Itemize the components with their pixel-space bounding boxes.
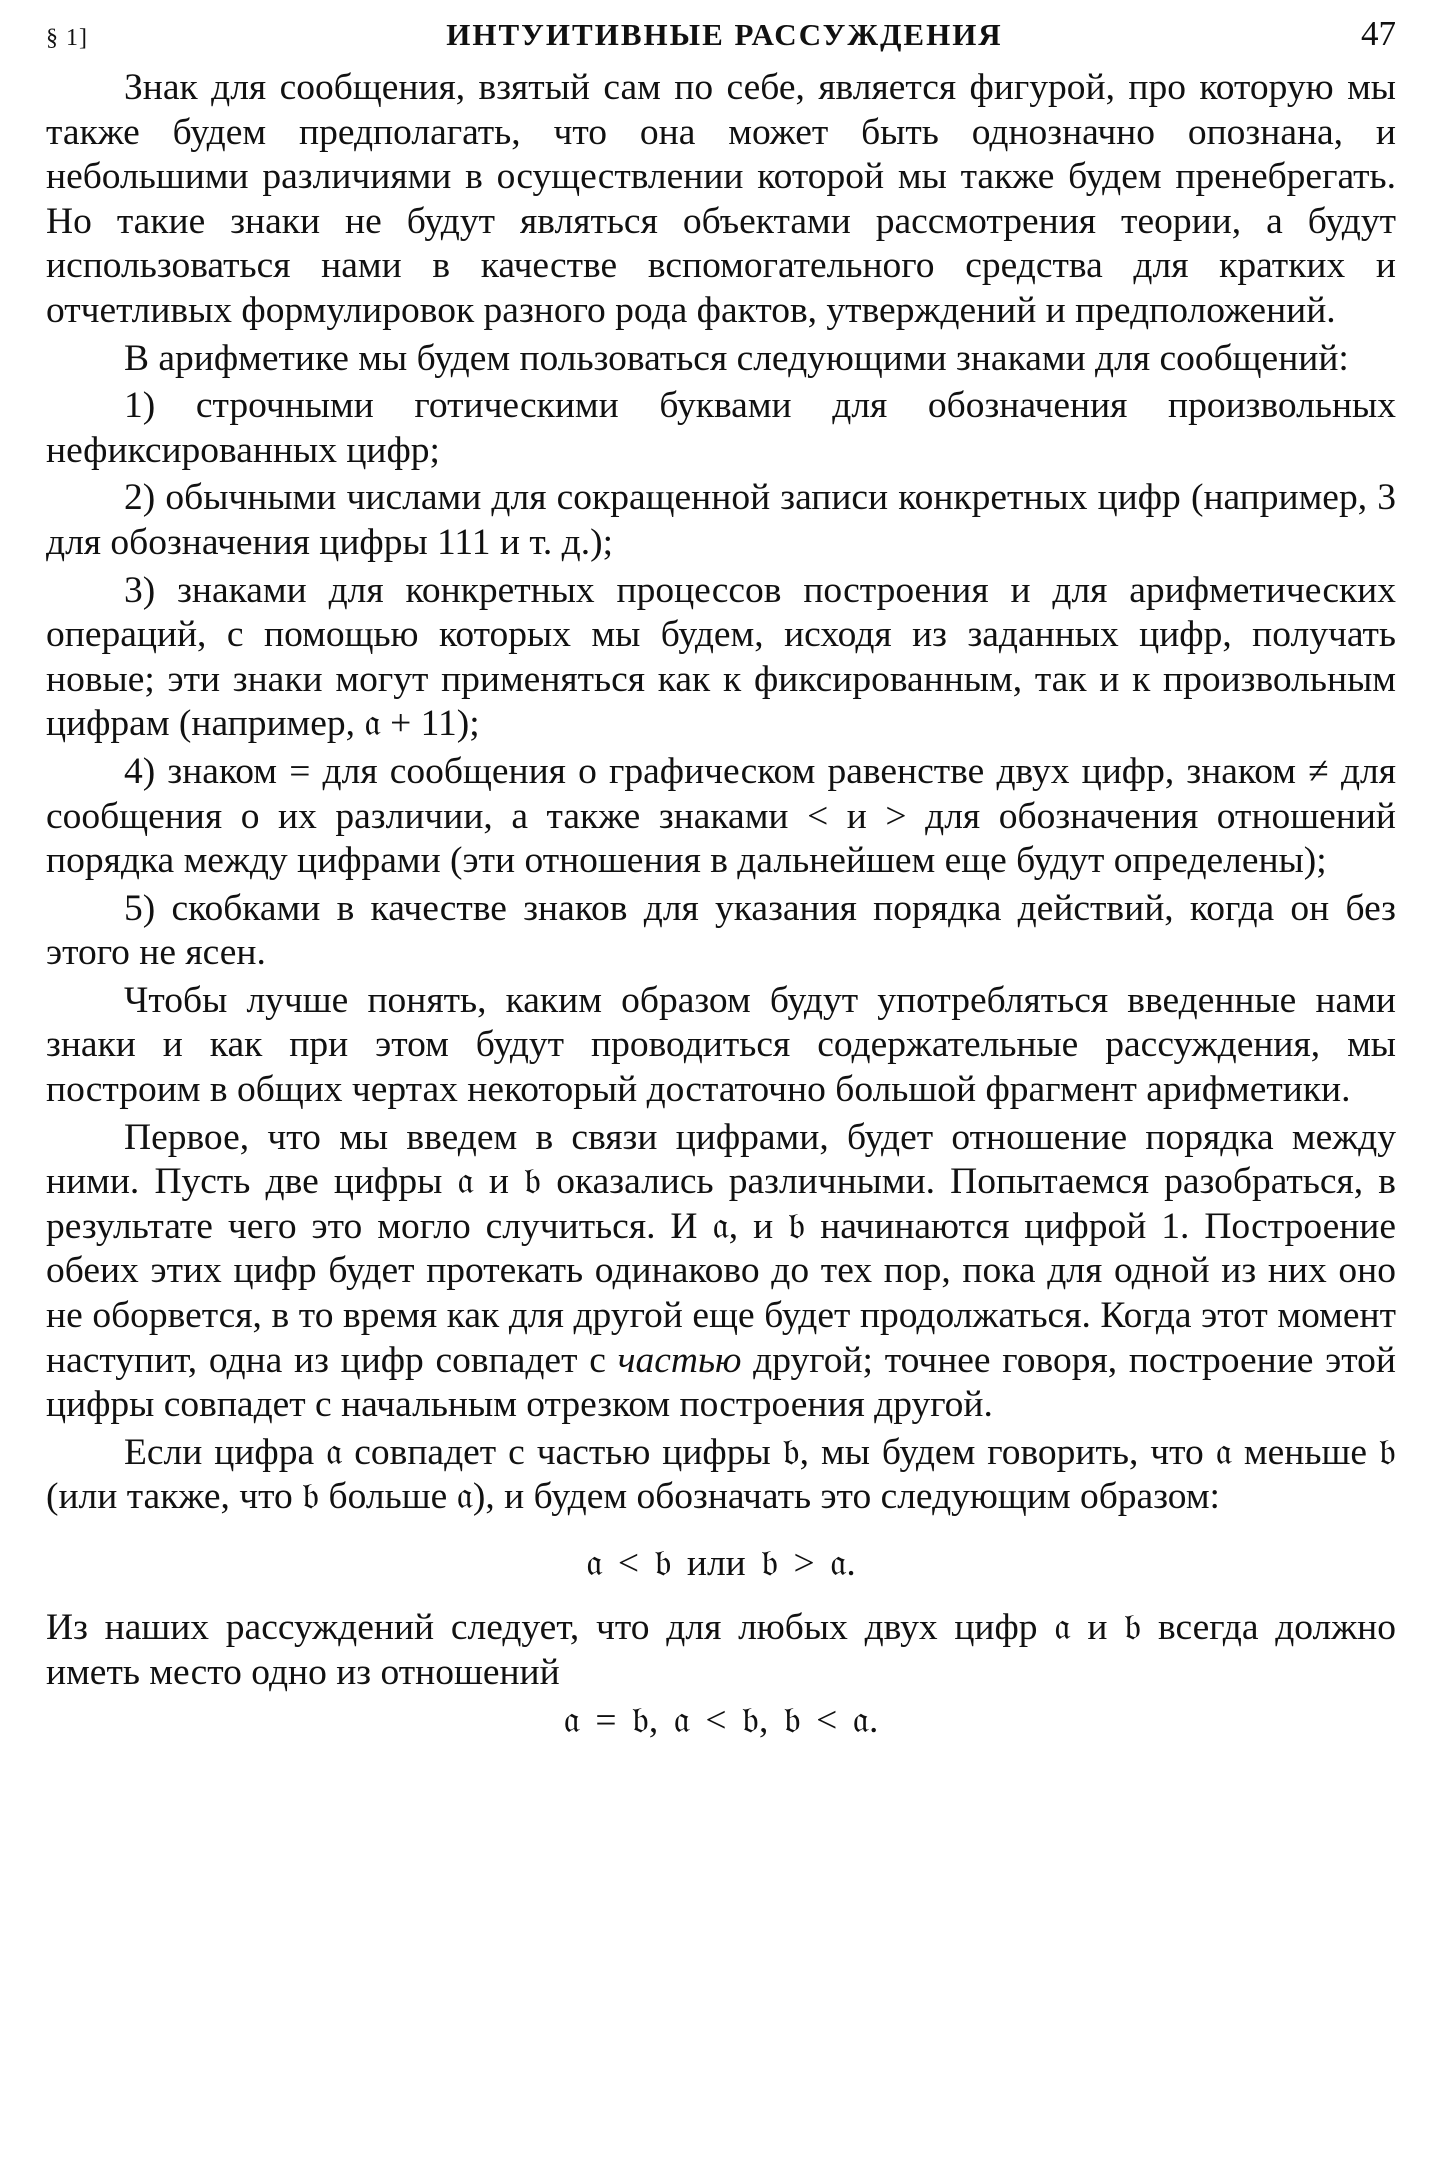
paragraph-signs: Знак для сообщения, взятый сам по себе, является фигурой, про которую мы также будем предполагать, что она может быть однозначно опознана, и небольшими различиями в осуществлении которой мы также будем пренебрегать. Но такие знаки не будут являться объектами рассмотрения теории, а будут использоваться нами в качестве вспомогательного средства для кратких и отчетливых формулировок разного рода фактов, утверждений и предположений. [46, 67, 1396, 331]
list-item-3: 3) знаками для конкретных процессов построения и для арифметических операций, с помощью которых мы будем, исходя из заданных цифр, получать новые; эти знаки могут применяться как к фиксированным, так и к произвольным цифрам (например, 𝔞 + 11); [46, 569, 1396, 745]
running-title: ИНТУИТИВНЫЕ РАССУЖДЕНИЯ [446, 17, 1003, 52]
paragraph-fragment: Чтобы лучше понять, каким образом будут употребляться введенные нами знаки и как при этом будут проводиться содержательные рассуждения, мы построим в общих чертах некоторый достаточно большой фрагмент арифметики. [46, 979, 1396, 1111]
paragraph-order-relation [46, 1116, 1396, 1428]
paragraph-trichotomy: Из наших рассуждений следует, что для любых двух цифр 𝔞 и 𝔟 всегда должно иметь место одно из отношений [46, 1607, 1396, 1693]
emphasis-part: частью [617, 1339, 742, 1381]
paragraph-arithmetic-signs: В арифметике мы будем пользоваться следующими знаками для сообщений: [124, 337, 1349, 379]
list-item-5: 5) скобками в качестве знаков для указания порядка действий, когда он без этого не ясен. [46, 887, 1396, 974]
formula-less-greater: 𝔞 < 𝔟 или 𝔟 > 𝔞. [586, 1543, 856, 1584]
section-marker: § 1] [46, 25, 88, 51]
formula-trichotomy: 𝔞 = 𝔟, 𝔞 < 𝔟, 𝔟 < 𝔞. [563, 1700, 879, 1742]
list-item-1: 1) строчными готическими буквами для обозначения произвольных нефиксированных цифр; [46, 385, 1396, 471]
paragraph-less-definition: Если цифра 𝔞 совпадет с частью цифры 𝔟, мы будем говорить, что 𝔞 меньше 𝔟 (или также, что 𝔟 больше 𝔞), и будем обозначать это следующим образом: [46, 1431, 1396, 1518]
order-relation-text-b: другой; точнее говоря, построение этой цифры совпадет с начальным отрезком построения другой. [46, 1339, 1396, 1426]
running-header [46, 14, 1396, 66]
page-body [46, 66, 1396, 1743]
page-number: 47 [1360, 14, 1396, 53]
list-item-2: 2) обычными числами для сокращенной записи конкретных цифр (например, 3 для обозначения цифры 111 и т. д.); [46, 477, 1396, 563]
list-item-4: 4) знаком = для сообщения о графическом равенстве двух цифр, знаком ≠ для сообщения о их различии, а также знаками < и > для обозначения отношений порядка между цифрами (эти отношения в дальнейшем еще будут определены); [46, 750, 1396, 882]
order-relation-text-a: Первое, что мы введем в связи цифрами, будет отношение порядка между ними. Пусть две цифры 𝔞 и 𝔟 оказались различными. Попытаемся разобраться, в результате чего это могло случиться. И 𝔞, и 𝔟 начинаются цифрой 1. Построение обеих этих цифр будет протекать одинаково до тех пор, пока для одной из них оно не оборвется, в то время как для другой еще будет продолжаться. Когда этот момент наступит, одна из цифр совпадет с [46, 1116, 1396, 1381]
